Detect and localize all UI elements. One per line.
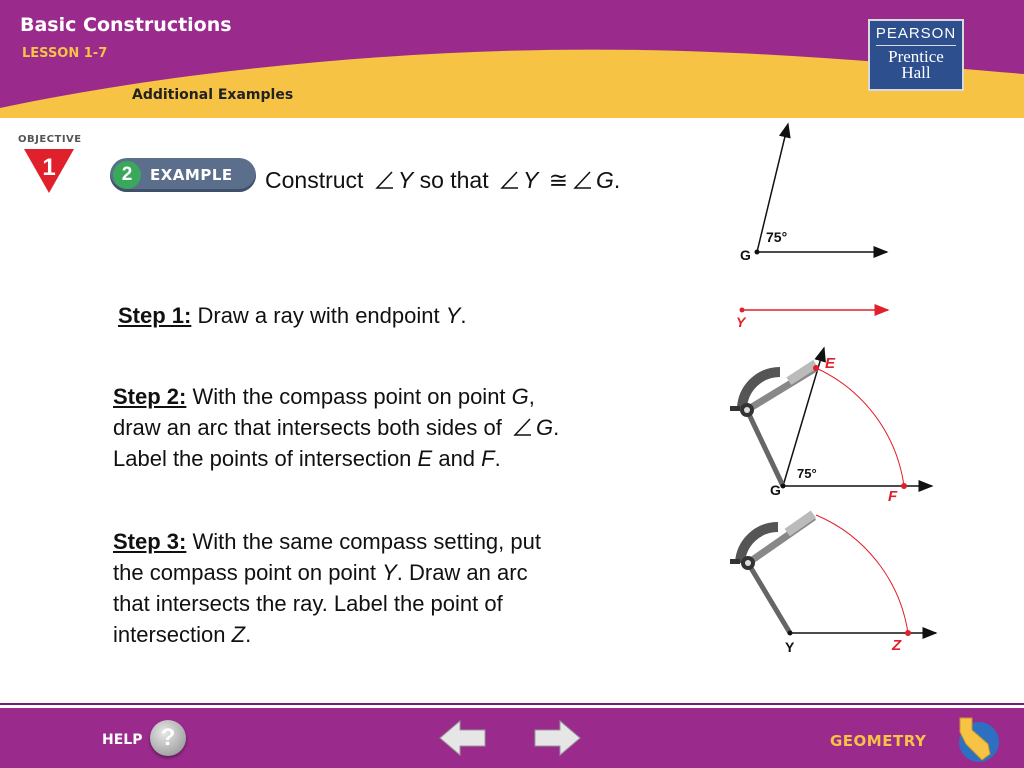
step-2-and: and xyxy=(432,446,482,471)
point-y xyxy=(740,308,745,313)
logo-pearson: PEARSON xyxy=(875,25,957,42)
compass-icon xyxy=(730,511,816,633)
prompt-construct: Construct xyxy=(265,167,364,193)
help-label[interactable]: HELP xyxy=(102,732,143,748)
vertex-y xyxy=(788,631,793,636)
step-3-end: . xyxy=(245,622,252,647)
label-angle-75: 75° xyxy=(797,466,817,481)
step-2-var-e: E xyxy=(417,446,433,471)
step-2-line-1: With the compass point on point xyxy=(192,384,512,409)
label-g: G xyxy=(770,482,781,498)
footer-divider xyxy=(0,703,1024,705)
example-number: 2 xyxy=(113,161,141,189)
figure-step-3 xyxy=(720,505,950,665)
step-1-text: Draw a ray with endpoint xyxy=(197,303,446,328)
step-2-comma: , xyxy=(528,384,535,409)
help-button[interactable]: ? xyxy=(150,720,186,756)
step-2-var-f: F xyxy=(481,446,495,471)
pearson-logo xyxy=(868,19,964,91)
label-f: F xyxy=(888,488,898,505)
objective-badge xyxy=(18,134,90,200)
step-3-line-2: the compass point on point xyxy=(113,560,383,585)
subject-label: GEOMETRY xyxy=(830,732,927,750)
lesson-number: LESSON 1-7 xyxy=(22,46,108,61)
logo-hall: Hall xyxy=(901,63,931,82)
arc-z xyxy=(816,515,908,633)
step-2-var-g: G xyxy=(511,384,529,409)
step-3-var-z: Z xyxy=(231,622,246,647)
figure-angle-g xyxy=(720,118,910,268)
label-g: G xyxy=(740,247,751,263)
step-2-var-g: G xyxy=(535,415,554,440)
example-label: EXAMPLE xyxy=(150,166,233,184)
step-3-line-4: intersection xyxy=(113,622,232,647)
objective-number: 1 xyxy=(42,154,56,181)
step-3-line-1: With the same compass setting, put xyxy=(192,529,541,554)
step-3-var-y: Y xyxy=(382,560,397,585)
prompt-period: . xyxy=(613,167,621,193)
step-2 xyxy=(113,381,673,474)
step-2-line-2: draw an arc that intersects both sides of xyxy=(113,415,508,440)
step-1 xyxy=(118,300,467,331)
step-1-end: . xyxy=(460,303,467,328)
label-y: Y xyxy=(736,314,746,330)
label-e: E xyxy=(825,355,836,372)
angle-symbol-icon xyxy=(572,170,592,190)
prompt-var-g: G xyxy=(596,167,614,193)
point-e xyxy=(813,365,819,371)
step-1-var: Y xyxy=(445,303,461,328)
vertex-g xyxy=(781,484,786,489)
step-2-label: Step 2: xyxy=(113,384,187,409)
step-1-label: Step 1: xyxy=(118,303,192,328)
header-banner xyxy=(0,0,1024,118)
step-3-label: Step 3: xyxy=(113,529,187,554)
example-badge xyxy=(110,158,256,192)
label-z: Z xyxy=(892,637,902,654)
angle-symbol-icon xyxy=(512,417,532,437)
prompt-so-that: so that xyxy=(419,167,489,193)
arc-ef xyxy=(816,368,904,486)
step-2-line-3: Label the points of intersection xyxy=(113,446,418,471)
next-arrow-icon[interactable] xyxy=(532,718,582,758)
objective-label: OBJECTIVE xyxy=(18,134,82,145)
figure-ray-y xyxy=(730,296,900,336)
step-3-line-2-end: . Draw an arc xyxy=(396,560,528,585)
step-2-end: . xyxy=(494,446,501,471)
logo-prentice: Prentice xyxy=(888,47,944,66)
footer-bar xyxy=(0,708,1024,768)
section-subtitle: Additional Examples xyxy=(132,87,294,103)
step-2-period: . xyxy=(553,415,560,440)
angle-symbol-icon xyxy=(499,170,519,190)
label-y: Y xyxy=(785,639,795,655)
figure-step-2 xyxy=(720,338,950,508)
vertex-point xyxy=(755,250,760,255)
step-3 xyxy=(113,526,673,650)
example-prompt xyxy=(265,167,620,194)
lesson-title: Basic Constructions xyxy=(20,14,232,36)
objective-triangle-icon xyxy=(18,145,78,195)
prompt-var-y: Y xyxy=(397,167,414,193)
point-z xyxy=(905,630,911,636)
angle-symbol-icon xyxy=(374,170,394,190)
point-f xyxy=(901,483,907,489)
congruent-symbol: ≅ xyxy=(548,167,569,193)
prompt-var-y: Y xyxy=(523,167,539,193)
previous-arrow-icon[interactable] xyxy=(438,718,488,758)
label-angle-75: 75° xyxy=(766,229,788,245)
california-globe-icon xyxy=(952,714,1002,764)
step-3-line-3: that intersects the ray. Label the point of xyxy=(113,591,503,616)
